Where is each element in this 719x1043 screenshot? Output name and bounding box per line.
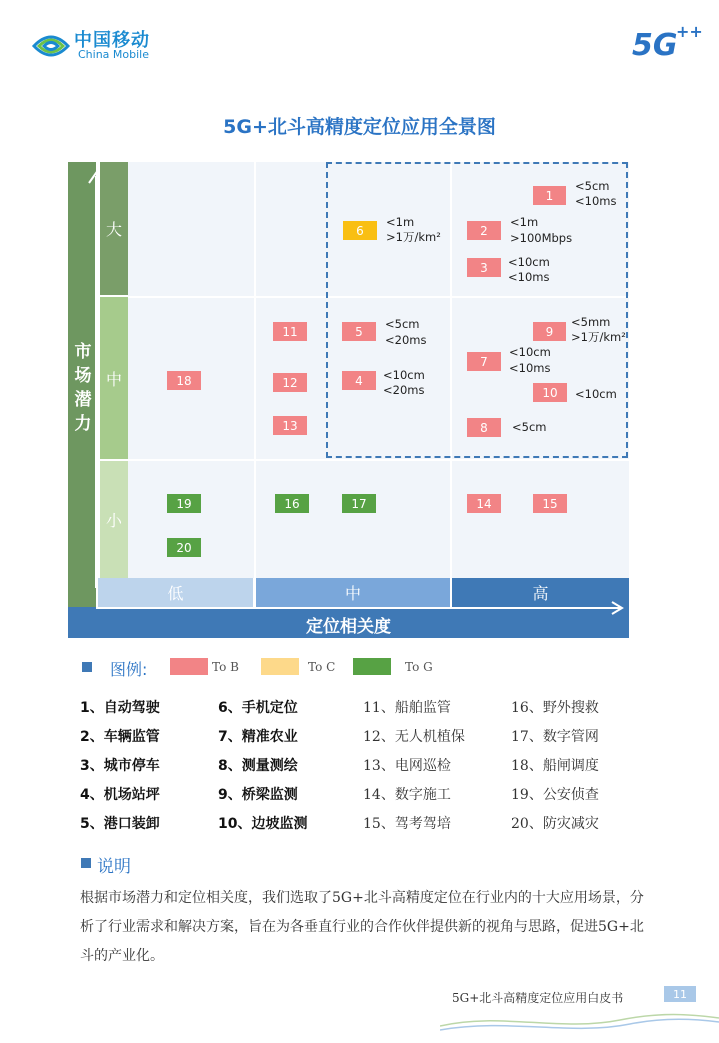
scenario-box-11: 11 bbox=[273, 322, 307, 341]
list-item: 19、公安侦查 bbox=[511, 787, 599, 803]
x-band-low: 低 bbox=[98, 578, 253, 607]
legend-label-toc: To C bbox=[308, 660, 336, 674]
list-item: 16、野外搜救 bbox=[511, 700, 599, 716]
y-axis-title bbox=[72, 340, 94, 436]
y-title-char: 场 bbox=[74, 366, 92, 386]
x-axis-title: 定位相关度 bbox=[306, 617, 391, 637]
list-item: 8、测量测绘 bbox=[218, 758, 298, 774]
y-band-medium: 中 bbox=[100, 297, 128, 459]
scenario-box-6: 6 bbox=[343, 221, 377, 240]
scenario-box-7: 7 bbox=[467, 352, 501, 371]
y-title-char: 潜 bbox=[74, 390, 92, 410]
scenario-box-4: 4 bbox=[342, 371, 376, 390]
app-list-col1 bbox=[80, 699, 160, 833]
list-item: 7、精准农业 bbox=[218, 729, 298, 745]
section-bullet-icon bbox=[81, 858, 91, 868]
list-item: 13、电网巡检 bbox=[363, 758, 451, 774]
5g-badge-text: 5G bbox=[632, 28, 678, 63]
list-item: 14、数字施工 bbox=[363, 787, 451, 803]
scenario-box-15: 15 bbox=[533, 494, 567, 513]
y-band-small: 小 bbox=[100, 461, 128, 578]
legend-label-tob: To B bbox=[212, 660, 239, 674]
list-item: 15、驾考驾培 bbox=[363, 816, 451, 832]
section-title: 说明 bbox=[97, 857, 131, 877]
spec-label: <10cm bbox=[575, 387, 617, 401]
spec-label: >1万/km² bbox=[571, 330, 626, 344]
list-item: 2、车辆监管 bbox=[80, 729, 160, 745]
scenario-box-16: 16 bbox=[275, 494, 309, 513]
list-item: 18、船闸调度 bbox=[511, 758, 599, 774]
china-mobile-logo-icon bbox=[30, 24, 72, 66]
scenario-box-9: 9 bbox=[533, 322, 566, 341]
legend-label-tog: To G bbox=[405, 660, 433, 674]
footer-wave-decoration bbox=[440, 1004, 719, 1039]
spec-label: <20ms bbox=[383, 383, 425, 397]
scenario-box-2: 2 bbox=[467, 221, 501, 240]
spec-label: <10ms bbox=[508, 270, 550, 284]
5g-badge-plus: ++ bbox=[676, 22, 703, 41]
list-item: 5、港口装卸 bbox=[80, 816, 160, 832]
list-item: 6、手机定位 bbox=[218, 700, 298, 716]
spec-label: <5mm bbox=[571, 315, 611, 329]
spec-label: <10cm bbox=[509, 345, 551, 359]
list-item: 17、数字管网 bbox=[511, 729, 599, 745]
legend-swatch-toc bbox=[261, 658, 299, 675]
spec-label: <10cm bbox=[383, 368, 425, 382]
spec-label: <10ms bbox=[575, 194, 617, 208]
scenario-box-5: 5 bbox=[342, 322, 376, 341]
list-item: 1、自动驾驶 bbox=[80, 700, 160, 716]
legend-bullet-icon bbox=[82, 662, 92, 672]
spec-label: <5cm bbox=[575, 179, 610, 193]
list-item: 20、防灾减灾 bbox=[511, 816, 599, 832]
app-list-col4 bbox=[511, 699, 599, 833]
brand-name-cn: 中国移动 bbox=[74, 30, 150, 51]
app-list-col2 bbox=[218, 699, 307, 833]
footer-title: 5G+北斗高精度定位应用白皮书 bbox=[452, 991, 624, 1005]
page-number: 11 bbox=[664, 986, 696, 1002]
spec-label: <1m bbox=[510, 215, 539, 229]
scenario-box-20: 20 bbox=[167, 538, 201, 557]
grid-divider bbox=[128, 459, 629, 461]
legend-swatch-tog bbox=[353, 658, 391, 675]
brand-name-en: China Mobile bbox=[78, 48, 150, 61]
scenario-box-1: 1 bbox=[533, 186, 566, 205]
scenario-box-13: 13 bbox=[273, 416, 307, 435]
spec-label: >1万/km² bbox=[386, 230, 441, 244]
list-item: 10、边坡监测 bbox=[218, 816, 308, 832]
list-item: 3、城市停车 bbox=[80, 758, 160, 774]
scenario-box-10: 10 bbox=[533, 383, 567, 402]
list-item: 11、船舶监管 bbox=[363, 700, 451, 716]
list-item: 4、机场站坪 bbox=[80, 787, 160, 803]
spec-label: <20ms bbox=[385, 333, 427, 347]
app-list-col3 bbox=[363, 699, 465, 833]
grid-divider bbox=[254, 162, 256, 578]
scenario-box-17: 17 bbox=[342, 494, 376, 513]
explanation-paragraph: 根据市场潜力和定位相关度，我们选取了5G+北斗高精度定位在行业内的十大应用场景，分析了行业需求和解决方案，旨在为各垂直行业的合作伙伴提供新的视角与思路，促进5G+北斗的产业化。 bbox=[80, 890, 644, 964]
y-band-large: 大 bbox=[100, 162, 128, 295]
spec-label: <10ms bbox=[509, 361, 551, 375]
legend-swatch-tob bbox=[170, 658, 208, 675]
list-item: 12、无人机植保 bbox=[363, 729, 465, 745]
y-title-char: 市 bbox=[74, 342, 92, 362]
5g-badge bbox=[632, 22, 703, 66]
spec-label: <5cm bbox=[512, 420, 547, 434]
spec-label: <5cm bbox=[385, 317, 420, 331]
spec-label: <10cm bbox=[508, 255, 550, 269]
legend-title: 图例: bbox=[110, 660, 148, 679]
scenario-box-14: 14 bbox=[467, 494, 501, 513]
page-title: 5G+北斗高精度定位应用全景图 bbox=[223, 116, 496, 138]
spec-label: <1m bbox=[386, 215, 415, 229]
scenario-box-19: 19 bbox=[167, 494, 201, 513]
x-band-high: 高 bbox=[452, 578, 629, 607]
list-item: 9、桥梁监测 bbox=[218, 787, 298, 803]
x-band-medium: 中 bbox=[256, 578, 450, 607]
spec-label: >100Mbps bbox=[510, 231, 573, 245]
scenario-box-3: 3 bbox=[467, 258, 501, 277]
scenario-box-12: 12 bbox=[273, 373, 307, 392]
scenario-box-8: 8 bbox=[467, 418, 501, 437]
y-title-char: 力 bbox=[74, 414, 92, 434]
scenario-box-18: 18 bbox=[167, 371, 201, 390]
